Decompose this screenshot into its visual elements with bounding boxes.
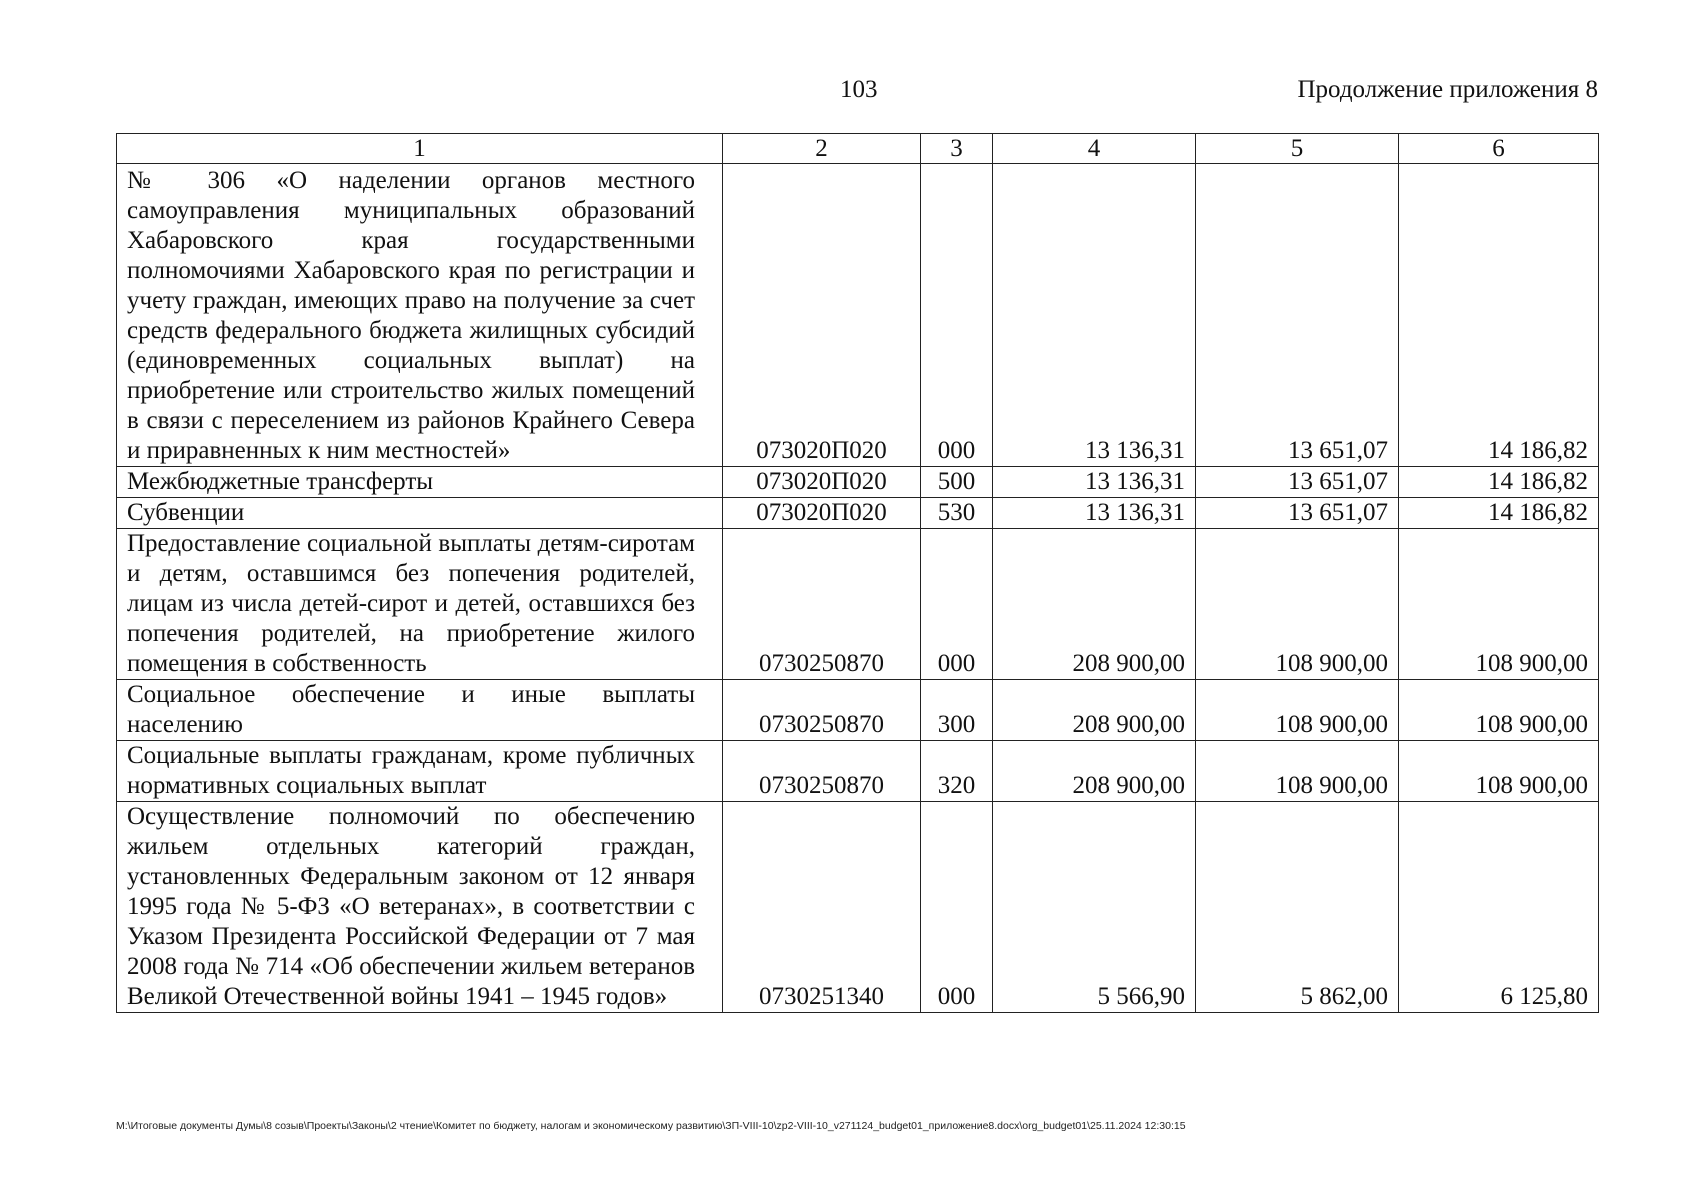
row-target-code: 073020П020 bbox=[723, 164, 921, 467]
row-amount-1: 5 566,90 bbox=[993, 802, 1196, 1013]
row-amount-2: 13 651,07 bbox=[1196, 467, 1399, 498]
table-row bbox=[117, 467, 1599, 498]
column-number-2: 2 bbox=[723, 134, 921, 164]
row-expense-type: 000 bbox=[921, 164, 993, 467]
row-amount-1: 13 136,31 bbox=[993, 498, 1196, 529]
column-number-5: 5 bbox=[1196, 134, 1399, 164]
row-amount-1: 208 900,00 bbox=[993, 680, 1196, 741]
table-row bbox=[117, 741, 1599, 802]
appendix-label: Продолжение приложения 8 bbox=[1297, 76, 1598, 103]
row-amount-1: 13 136,31 bbox=[993, 467, 1196, 498]
row-amount-3: 14 186,82 bbox=[1399, 164, 1599, 467]
row-target-code: 0730250870 bbox=[723, 741, 921, 802]
column-number-row bbox=[117, 134, 1599, 164]
row-description: № 306 «О наделении органов местного самоуправления муниципальных образований Хабаровского края государственными полномочиями Хабаровского края по регистрации и учету граждан, имеющих право на получение за счет средств федерального бюджета жилищных субсидий (единовременных социальных выплат) на приобретение или строительство жилых помещений в связи с переселением из районов Крайнего Севера и приравненных к ним местностей» bbox=[117, 164, 723, 467]
row-description: Осуществление полномочий по обеспечению жильем отдельных категорий граждан, установленных Федеральным законом от 12 января 1995 года № 5-ФЗ «О ветеранах», в соответствии с Указом Президента Российской Федерации от 7 мая 2008 года № 714 «Об обеспечении жильем ветеранов Великой Отечественной войны 1941 – 1945 годов» bbox=[117, 802, 723, 1013]
row-amount-2: 108 900,00 bbox=[1196, 680, 1399, 741]
row-target-code: 0730250870 bbox=[723, 680, 921, 741]
row-target-code: 0730250870 bbox=[723, 529, 921, 680]
row-amount-2: 108 900,00 bbox=[1196, 741, 1399, 802]
row-amount-3: 108 900,00 bbox=[1399, 741, 1599, 802]
row-amount-3: 14 186,82 bbox=[1399, 467, 1599, 498]
table-row bbox=[117, 680, 1599, 741]
row-expense-type: 320 bbox=[921, 741, 993, 802]
row-amount-1: 208 900,00 bbox=[993, 741, 1196, 802]
row-amount-3: 108 900,00 bbox=[1399, 680, 1599, 741]
row-amount-3: 6 125,80 bbox=[1399, 802, 1599, 1013]
row-expense-type: 530 bbox=[921, 498, 993, 529]
table-row bbox=[117, 164, 1599, 467]
row-expense-type: 500 bbox=[921, 467, 993, 498]
column-number-1: 1 bbox=[117, 134, 723, 164]
table-row bbox=[117, 498, 1599, 529]
row-description: Социальные выплаты гражданам, кроме публичных нормативных социальных выплат bbox=[117, 741, 723, 802]
row-expense-type: 300 bbox=[921, 680, 993, 741]
row-expense-type: 000 bbox=[921, 529, 993, 680]
row-expense-type: 000 bbox=[921, 802, 993, 1013]
row-target-code: 073020П020 bbox=[723, 498, 921, 529]
footer-file-path: М:\Итоговые документы Думы\8 созыв\Проекты\Законы\2 чтение\Комитет по бюджету, налогам и экономическому развитию\ЗП-VIII-10\zp2-VIII-10_v271124_budget01_приложение8.docx\org_budget01\25.11.2024 12:30:15 bbox=[116, 1120, 1186, 1132]
row-amount-3: 108 900,00 bbox=[1399, 529, 1599, 680]
column-number-4: 4 bbox=[993, 134, 1196, 164]
row-description: Межбюджетные трансферты bbox=[117, 467, 723, 498]
row-amount-2: 13 651,07 bbox=[1196, 498, 1399, 529]
row-description: Социальное обеспечение и иные выплаты населению bbox=[117, 680, 723, 741]
column-number-3: 3 bbox=[921, 134, 993, 164]
table-row bbox=[117, 529, 1599, 680]
row-amount-2: 13 651,07 bbox=[1196, 164, 1399, 467]
row-target-code: 0730251340 bbox=[723, 802, 921, 1013]
row-target-code: 073020П020 bbox=[723, 467, 921, 498]
row-amount-3: 14 186,82 bbox=[1399, 498, 1599, 529]
row-description: Предоставление социальной выплаты детям-сиротам и детям, оставшимся без попечения родителей, лицам из числа детей-сирот и детей, оставшихся без попечения родителей, на приобретение жилого помещения в собственность bbox=[117, 529, 723, 680]
row-amount-2: 5 862,00 bbox=[1196, 802, 1399, 1013]
table-row bbox=[117, 802, 1599, 1013]
budget-table bbox=[116, 133, 1599, 1013]
column-number-6: 6 bbox=[1399, 134, 1599, 164]
row-amount-1: 13 136,31 bbox=[993, 164, 1196, 467]
page-number: 103 bbox=[840, 76, 878, 103]
row-amount-1: 208 900,00 bbox=[993, 529, 1196, 680]
row-amount-2: 108 900,00 bbox=[1196, 529, 1399, 680]
row-description: Субвенции bbox=[117, 498, 723, 529]
